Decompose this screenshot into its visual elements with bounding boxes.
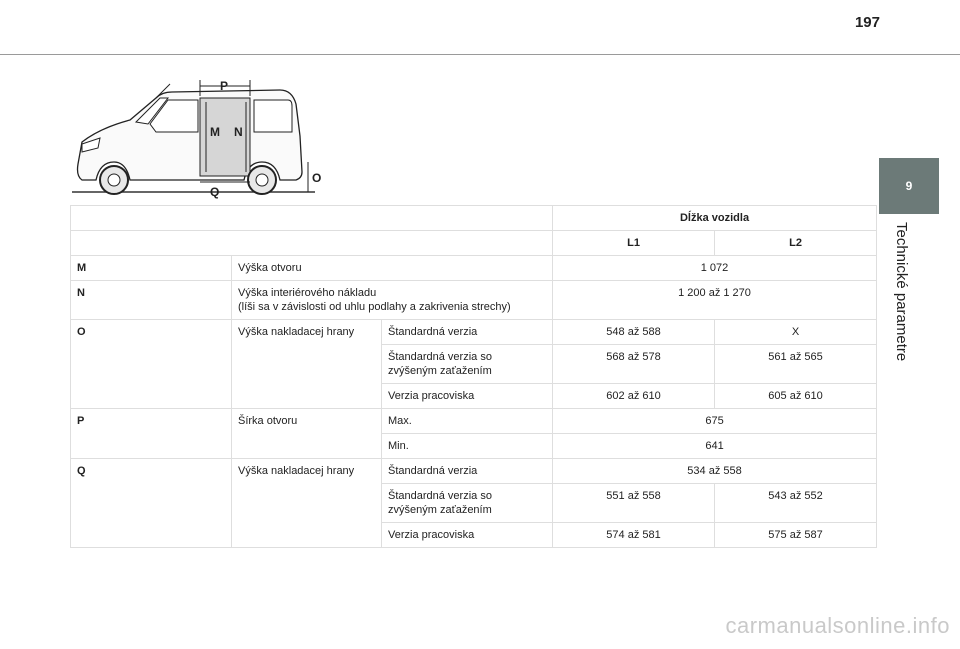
variant-label-line: zvýšeným zaťažením — [388, 365, 492, 377]
table-row — [71, 206, 877, 231]
label-o: O — [312, 171, 322, 185]
table-row — [71, 256, 877, 281]
variant-label: Štandardná verzia — [382, 320, 553, 345]
row-desc: Šírka otvoru — [232, 409, 382, 459]
variant-label: Min. — [382, 434, 553, 459]
watermark: carmanualsonline.info — [725, 613, 950, 638]
table-cell-empty — [71, 206, 553, 231]
label-m: M — [210, 125, 220, 139]
chapter-tab-number: 9 — [905, 179, 913, 193]
value-l1: 551 až 558 — [553, 484, 715, 523]
chapter-tab[interactable] — [879, 158, 939, 214]
label-p: P — [220, 79, 229, 93]
row-desc-line: Výška interiérového nákladu — [238, 287, 377, 299]
rear-window — [254, 100, 292, 132]
value-l2: 605 až 610 — [715, 384, 877, 409]
table-row — [71, 459, 877, 484]
header-rule — [0, 54, 960, 55]
chapter-title — [883, 222, 923, 442]
chapter-title-text: Technické parametre — [893, 222, 910, 362]
table-cell-empty — [71, 231, 553, 256]
front-wheel-hub — [108, 174, 120, 186]
row-desc: Výška otvoru — [232, 256, 553, 281]
row-value: 1 200 až 1 270 — [553, 281, 877, 320]
row-code: Q — [71, 459, 232, 548]
variant-label-line: Štandardná verzia so — [388, 351, 492, 363]
row-desc-line: (líši sa v závislosti od uhlu podlahy a zakrivenia strechy) — [238, 301, 511, 313]
row-code: N — [71, 281, 232, 320]
row-code: O — [71, 320, 232, 409]
row-value: 1 072 — [553, 256, 877, 281]
variant-label-line: zvýšeným zaťažením — [388, 504, 492, 516]
col-header-l1: L1 — [553, 231, 715, 256]
table-row — [71, 231, 877, 256]
variant-label: Verzia pracoviska — [382, 523, 553, 548]
row-desc: Výška nakladacej hrany — [232, 320, 382, 409]
row-desc — [232, 281, 553, 320]
value-l1: 574 až 581 — [553, 523, 715, 548]
row-value: 641 — [553, 434, 877, 459]
page-number: 197 — [854, 14, 880, 31]
value-l1: 602 až 610 — [553, 384, 715, 409]
table-row — [71, 409, 877, 434]
variant-label — [382, 484, 553, 523]
value-l2: 561 až 565 — [715, 345, 877, 384]
dimensions-table — [70, 205, 877, 548]
variant-label — [382, 345, 553, 384]
row-value: 534 až 558 — [553, 459, 877, 484]
variant-label-line: Štandardná verzia so — [388, 490, 492, 502]
row-code: P — [71, 409, 232, 459]
row-value: 675 — [553, 409, 877, 434]
variant-label: Štandardná verzia — [382, 459, 553, 484]
value-l1: 548 až 588 — [553, 320, 715, 345]
vehicle-length-header: Dĺžka vozidla — [553, 206, 877, 231]
variant-label: Verzia pracoviska — [382, 384, 553, 409]
value-l2: 575 až 587 — [715, 523, 877, 548]
label-q: Q — [210, 185, 220, 199]
table-row — [71, 281, 877, 320]
rear-wheel-hub — [256, 174, 268, 186]
value-l1: 568 až 578 — [553, 345, 715, 384]
value-l2: X — [715, 320, 877, 345]
table-row — [71, 320, 877, 345]
label-n: N — [234, 125, 243, 139]
variant-label: Max. — [382, 409, 553, 434]
col-header-l2: L2 — [715, 231, 877, 256]
van-dimension-illustration — [70, 76, 332, 200]
row-desc: Výška nakladacej hrany — [232, 459, 382, 548]
row-code: M — [71, 256, 232, 281]
value-l2: 543 až 552 — [715, 484, 877, 523]
